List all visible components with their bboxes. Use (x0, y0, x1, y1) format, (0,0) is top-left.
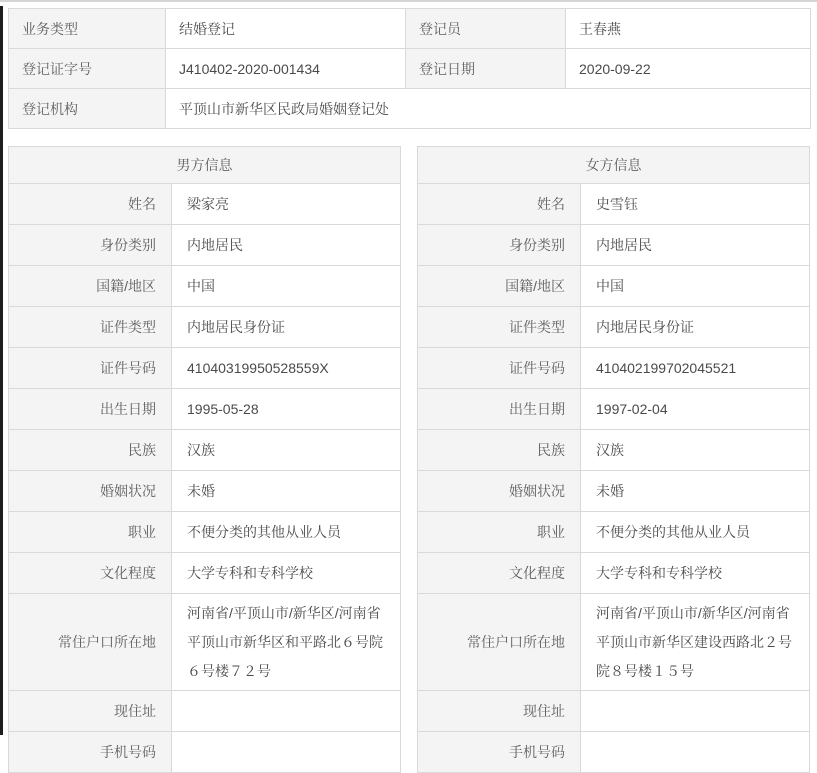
table-row (9, 594, 401, 691)
registration-date-value: 2020-09-22 (566, 49, 811, 89)
table-row (9, 266, 401, 307)
table-row (9, 512, 401, 553)
table-row (418, 348, 810, 389)
certificate-no-value: J410402-2020-001434 (166, 49, 406, 89)
male-mobile-number-label: 手机号码 (9, 732, 172, 773)
female-identity-category-label: 身份类别 (418, 225, 581, 266)
table-row (9, 307, 401, 348)
female-certificate-type-value: 内地居民身份证 (581, 307, 810, 348)
female-current-address-label: 现住址 (418, 691, 581, 732)
male-mobile-number-value (172, 732, 401, 773)
male-name-label: 姓名 (9, 184, 172, 225)
female-birth-date-label: 出生日期 (418, 389, 581, 430)
registration-summary-table (8, 8, 811, 129)
table-row (418, 553, 810, 594)
table-row (418, 184, 810, 225)
female-certificate-number-label: 证件号码 (418, 348, 581, 389)
male-education-value: 大学专科和专科学校 (172, 553, 401, 594)
table-row (418, 430, 810, 471)
female-name-label: 姓名 (418, 184, 581, 225)
table-row (9, 430, 401, 471)
table-row (9, 147, 401, 184)
female-occupation-value: 不便分类的其他从业人员 (581, 512, 810, 553)
table-row (9, 49, 811, 89)
male-ethnicity-label: 民族 (9, 430, 172, 471)
female-certificate-type-label: 证件类型 (418, 307, 581, 348)
male-current-address-value (172, 691, 401, 732)
male-marital-status-label: 婚姻状况 (9, 471, 172, 512)
male-household-address-label: 常住户口所在地 (9, 594, 172, 691)
male-occupation-label: 职业 (9, 512, 172, 553)
male-identity-category-value: 内地居民 (172, 225, 401, 266)
table-row (418, 225, 810, 266)
female-ethnicity-label: 民族 (418, 430, 581, 471)
table-row (9, 471, 401, 512)
male-education-label: 文化程度 (9, 553, 172, 594)
table-row (418, 266, 810, 307)
male-marital-status-value: 未婚 (172, 471, 401, 512)
top-border-line (0, 0, 817, 2)
registration-office-value: 平顶山市新华区民政局婚姻登记处 (166, 89, 811, 129)
table-row (418, 691, 810, 732)
female-party-table (417, 146, 810, 773)
table-row (9, 691, 401, 732)
female-household-address-value: 河南省/平顶山市/新华区/河南省平顶山市新华区建设西路北２号院８号楼１５号 (581, 594, 810, 691)
male-name-value: 梁家亮 (172, 184, 401, 225)
male-nationality-value: 中国 (172, 266, 401, 307)
registrar-label: 登记员 (406, 9, 566, 49)
female-current-address-value (581, 691, 810, 732)
certificate-no-label: 登记证字号 (9, 49, 166, 89)
female-marital-status-value: 未婚 (581, 471, 810, 512)
male-certificate-number-label: 证件号码 (9, 348, 172, 389)
male-occupation-value: 不便分类的其他从业人员 (172, 512, 401, 553)
female-marital-status-label: 婚姻状况 (418, 471, 581, 512)
male-ethnicity-value: 汉族 (172, 430, 401, 471)
table-row (9, 389, 401, 430)
male-current-address-label: 现住址 (9, 691, 172, 732)
male-nationality-label: 国籍/地区 (9, 266, 172, 307)
table-row (418, 512, 810, 553)
window-left-edge (0, 6, 3, 735)
registrar-value: 王春燕 (566, 9, 811, 49)
male-table-title: 男方信息 (9, 147, 401, 184)
female-identity-category-value: 内地居民 (581, 225, 810, 266)
registration-date-label: 登记日期 (406, 49, 566, 89)
registration-office-label: 登记机构 (9, 89, 166, 129)
table-row (418, 307, 810, 348)
female-education-value: 大学专科和专科学校 (581, 553, 810, 594)
business-type-label: 业务类型 (9, 9, 166, 49)
female-mobile-number-value (581, 732, 810, 773)
table-row (418, 732, 810, 773)
female-birth-date-value: 1997-02-04 (581, 389, 810, 430)
male-certificate-type-value: 内地居民身份证 (172, 307, 401, 348)
female-table-title: 女方信息 (418, 147, 810, 184)
table-row (418, 147, 810, 184)
female-occupation-label: 职业 (418, 512, 581, 553)
table-row (9, 184, 401, 225)
female-certificate-number-value: 410402199702045521 (581, 348, 810, 389)
male-certificate-type-label: 证件类型 (9, 307, 172, 348)
table-row (9, 225, 401, 266)
female-household-address-label: 常住户口所在地 (418, 594, 581, 691)
table-row (9, 89, 811, 129)
female-ethnicity-value: 汉族 (581, 430, 810, 471)
male-certificate-number-value: 41040319950528559X (172, 348, 401, 389)
table-row (418, 471, 810, 512)
table-row (418, 594, 810, 691)
table-row (9, 9, 811, 49)
male-identity-category-label: 身份类别 (9, 225, 172, 266)
business-type-value: 结婚登记 (166, 9, 406, 49)
table-row (9, 732, 401, 773)
table-row (9, 553, 401, 594)
male-birth-date-label: 出生日期 (9, 389, 172, 430)
male-party-table (8, 146, 401, 773)
female-education-label: 文化程度 (418, 553, 581, 594)
female-nationality-value: 中国 (581, 266, 810, 307)
male-household-address-value: 河南省/平顶山市/新华区/河南省平顶山市新华区和平路北６号院６号楼７２号 (172, 594, 401, 691)
female-mobile-number-label: 手机号码 (418, 732, 581, 773)
male-birth-date-value: 1995-05-28 (172, 389, 401, 430)
table-row (418, 389, 810, 430)
female-name-value: 史雪钰 (581, 184, 810, 225)
table-row (9, 348, 401, 389)
female-nationality-label: 国籍/地区 (418, 266, 581, 307)
